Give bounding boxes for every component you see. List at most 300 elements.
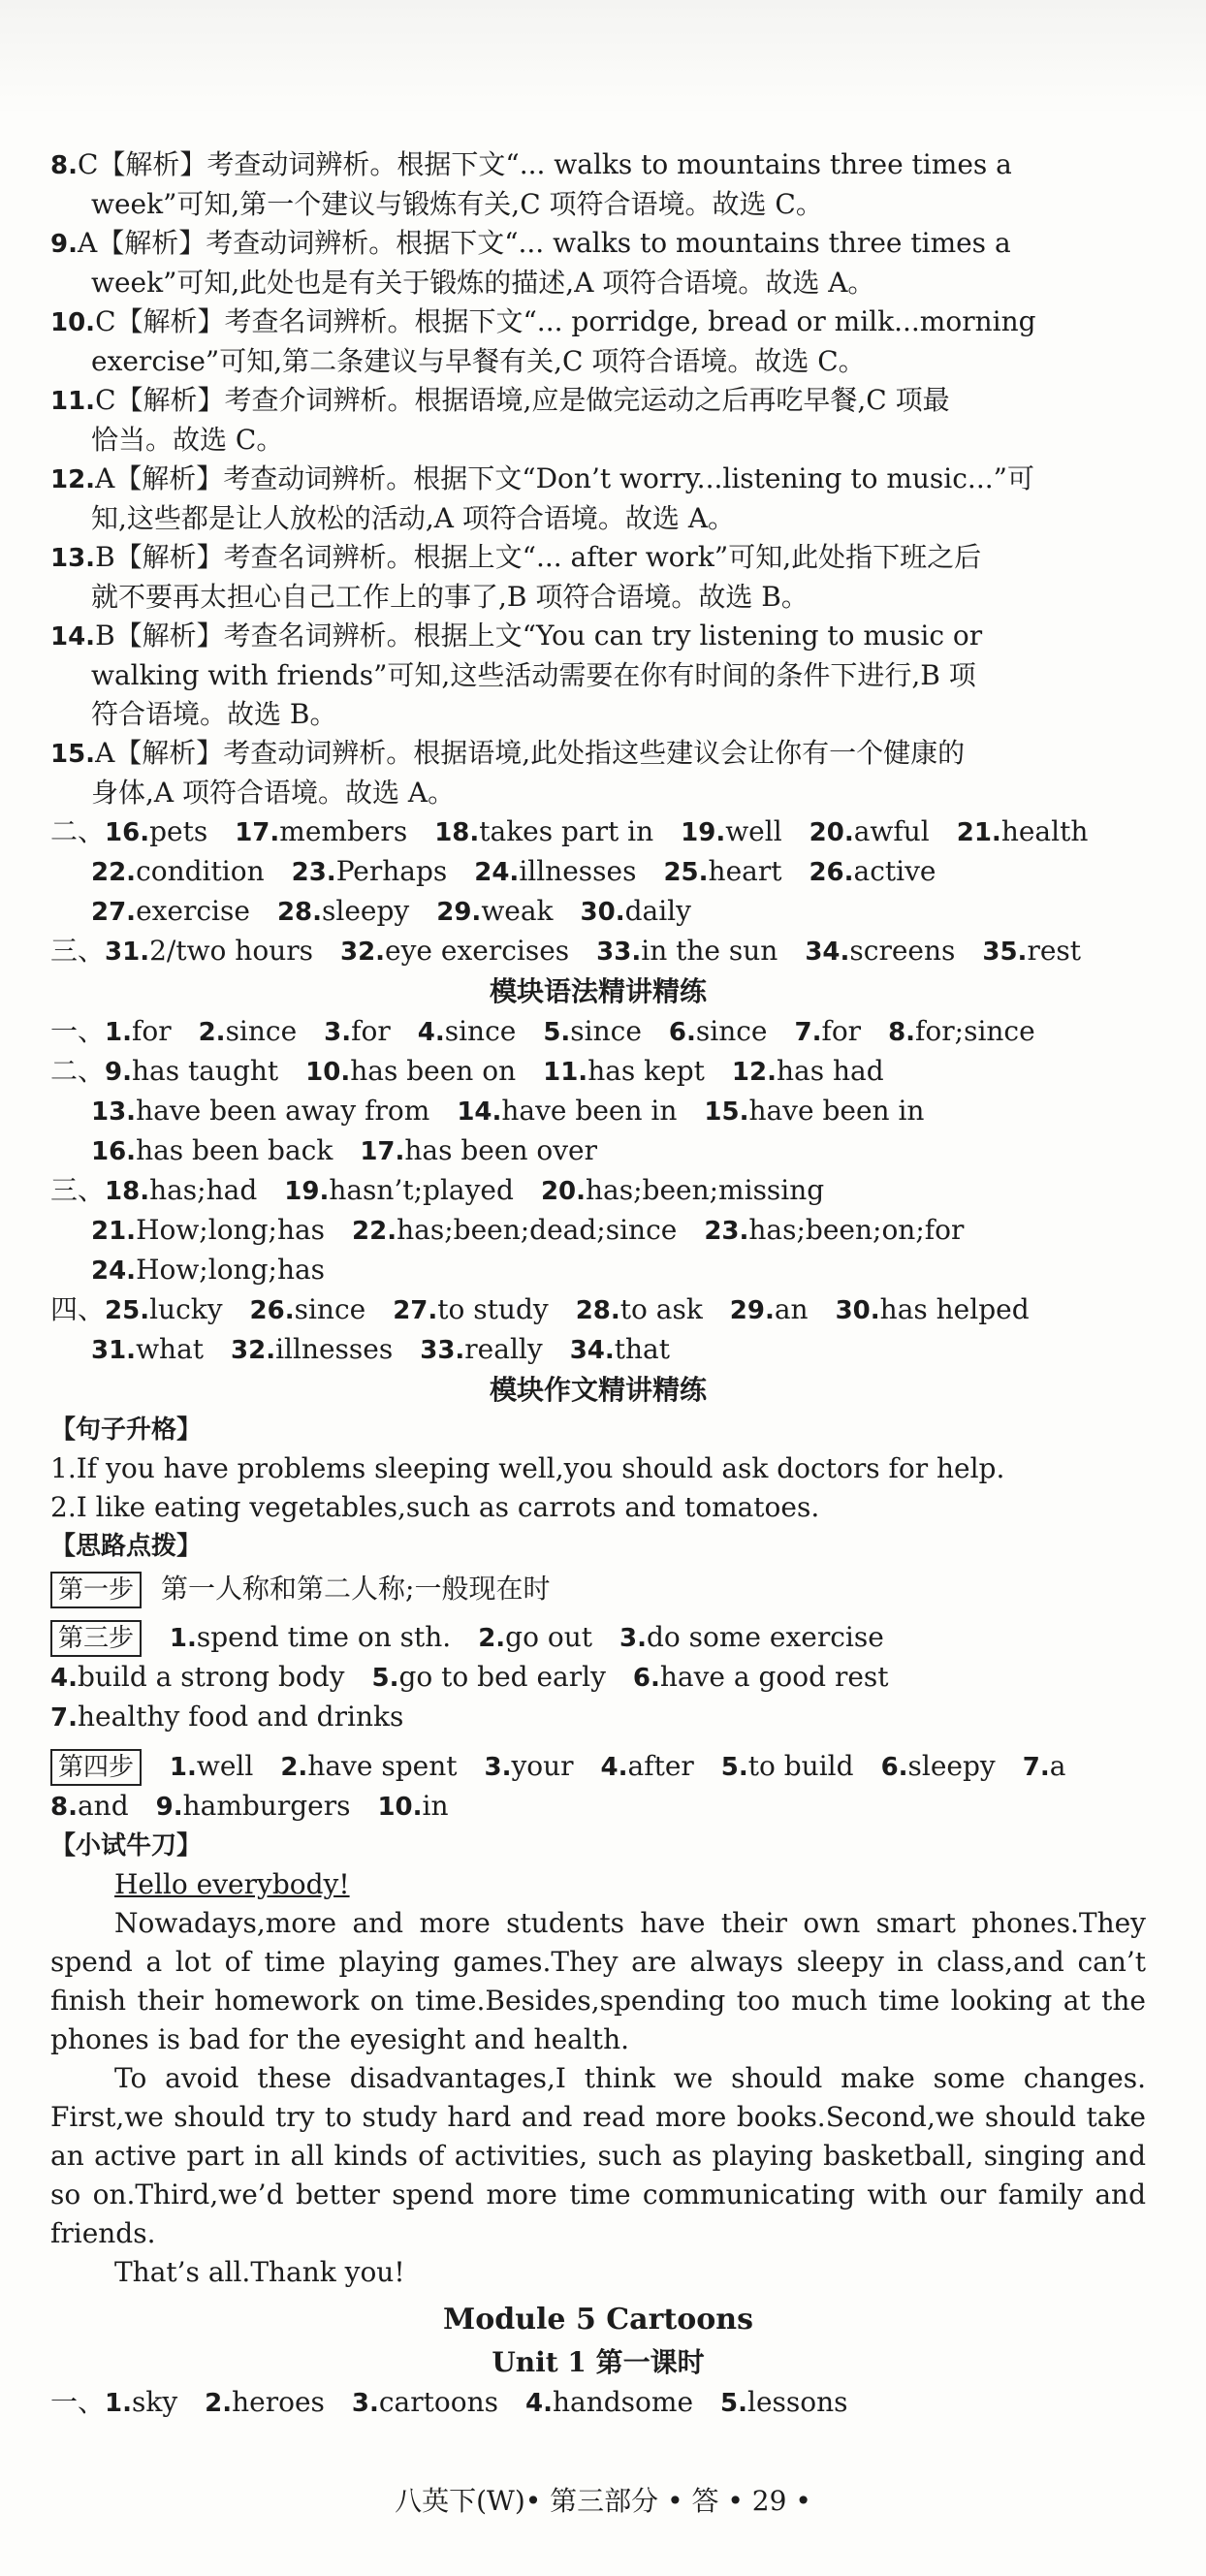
grammar-3-row xyxy=(50,1251,1146,1290)
item-number: 30. xyxy=(580,898,625,927)
unit-section-row xyxy=(50,2383,1146,2423)
step-3-row xyxy=(50,1618,1146,1658)
item-text: sleepy xyxy=(322,895,410,927)
item-text: go to bed early xyxy=(398,1661,606,1693)
answer-text: 身体,A 项符合语境。故选 A。 xyxy=(91,777,456,809)
answer-8-line xyxy=(50,145,1146,185)
answer-item xyxy=(541,1174,824,1206)
item-number: 14. xyxy=(457,1097,502,1127)
step-item xyxy=(50,1790,129,1822)
item-number: 33. xyxy=(596,938,642,967)
item-text: rest xyxy=(1027,935,1082,967)
item-number: 5. xyxy=(720,1753,748,1782)
answer-10-line xyxy=(50,342,1146,381)
item-text: has taught xyxy=(131,1055,279,1087)
item-text: has been back xyxy=(136,1134,333,1166)
grammar-1-row xyxy=(50,1012,1146,1052)
item-number: 2. xyxy=(198,1018,226,1047)
item-number: 3. xyxy=(484,1753,512,1782)
step-item xyxy=(372,1661,606,1693)
item-text: heroes xyxy=(232,2386,325,2418)
answer-item xyxy=(704,1095,924,1127)
answer-item xyxy=(360,1134,597,1166)
answer-item xyxy=(105,2386,177,2418)
item-number: 6. xyxy=(632,1664,660,1693)
item-number: 6. xyxy=(668,1018,696,1047)
answer-item xyxy=(543,1015,642,1047)
item-number: 29. xyxy=(436,898,482,927)
sentence-upgrade-heading: 【句子升格】 xyxy=(50,1415,203,1445)
item-text: has;been;missing xyxy=(586,1174,825,1206)
item-number: 23. xyxy=(704,1217,749,1246)
item-text: has kept xyxy=(587,1055,705,1087)
answer-item xyxy=(576,1293,703,1325)
answer-item xyxy=(570,1333,670,1365)
answer-14-line xyxy=(50,617,1146,656)
item-text: since xyxy=(444,1015,517,1047)
answer-14-line xyxy=(50,695,1146,734)
item-text: has;been;dead;since xyxy=(397,1214,678,1246)
item-number: 23. xyxy=(291,858,336,887)
step-3-box: 第三步 xyxy=(50,1620,142,1657)
section-label: 一、 xyxy=(50,1015,106,1047)
grammar-2-row xyxy=(50,1131,1146,1171)
item-number: 4. xyxy=(525,2389,553,2418)
step-1-box: 第一步 xyxy=(50,1572,142,1608)
item-number: 4. xyxy=(417,1018,445,1047)
question-number: 13. xyxy=(50,544,96,573)
item-text: in the sun xyxy=(641,935,778,967)
item-number: 2. xyxy=(205,2389,233,2418)
item-text: members xyxy=(279,815,408,847)
answer-item xyxy=(284,1174,514,1206)
item-number: 22. xyxy=(352,1217,397,1246)
trial-heading: 【小试牛刀】 xyxy=(50,1831,203,1860)
question-number: 12. xyxy=(50,465,96,494)
item-text: lucky xyxy=(149,1293,223,1325)
step-item xyxy=(633,1661,889,1693)
item-text: a xyxy=(1049,1750,1066,1782)
item-number: 18. xyxy=(105,1177,150,1206)
step-1-text: 第一人称和第二人称;一般现在时 xyxy=(161,1573,551,1605)
item-number: 20. xyxy=(809,818,854,847)
section-label: 一、 xyxy=(50,2386,106,2418)
question-number: 9. xyxy=(50,230,78,259)
sentence-upgrade-2: 2.I like eating vegetables,such as carrots and tomatoes. xyxy=(50,1491,820,1523)
grammar-answers xyxy=(50,1012,1146,1370)
answer-item xyxy=(105,815,207,847)
answer-text: walking with friends”可知,这些活动需要在你有时间的条件下进行,B 项 xyxy=(91,659,976,691)
item-text: healthy food and drinks xyxy=(77,1701,404,1733)
answer-9-line xyxy=(50,264,1146,302)
answer-item xyxy=(436,895,553,927)
answer-11-line xyxy=(50,421,1146,460)
item-number: 10. xyxy=(377,1793,423,1822)
section2-row xyxy=(50,892,1146,932)
item-text: condition xyxy=(136,855,265,887)
answer-text: week”可知,第一个建议与锻炼有关,C 项符合语境。故选 C。 xyxy=(91,188,823,220)
grammar-3-row xyxy=(50,1171,1146,1211)
item-number: 5. xyxy=(543,1018,571,1047)
item-text: How;long;has xyxy=(136,1214,326,1246)
item-number: 3. xyxy=(324,1018,352,1047)
answer-item xyxy=(681,815,782,847)
answer-text: exercise”可知,第二条建议与早餐有关,C 项符合语境。故选 C。 xyxy=(91,345,866,377)
item-number: 26. xyxy=(809,858,854,887)
analysis-answers xyxy=(50,145,1146,812)
section-label: 二、 xyxy=(50,1055,106,1087)
answer-item xyxy=(199,1015,298,1047)
item-text: since xyxy=(294,1293,366,1325)
answer-item xyxy=(352,2386,498,2418)
item-number: 18. xyxy=(434,818,480,847)
module-title: Module 5 Cartoons xyxy=(443,2303,753,2337)
item-number: 5. xyxy=(720,2389,747,2418)
item-text: and xyxy=(77,1790,129,1822)
item-number: 12. xyxy=(731,1058,777,1087)
answer-text: C【解析】考查动词辨析。根据下文“... walks to mountains three times a xyxy=(77,148,1012,180)
answer-item xyxy=(105,1293,223,1325)
step-item xyxy=(484,1750,573,1782)
item-number: 7. xyxy=(794,1018,822,1047)
grammar-title: 模块语法精讲精练 xyxy=(489,975,707,1007)
item-text: since xyxy=(570,1015,642,1047)
item-text: has been over xyxy=(404,1134,598,1166)
answer-12-line xyxy=(50,499,1146,538)
item-number: 20. xyxy=(540,1177,586,1206)
thinking-heading: 【思路点拨】 xyxy=(50,1532,203,1561)
item-text: eye exercises xyxy=(385,935,570,967)
answer-item xyxy=(809,815,930,847)
item-number: 17. xyxy=(360,1137,405,1166)
item-number: 34. xyxy=(805,938,850,967)
item-text: to study xyxy=(437,1293,549,1325)
item-text: what xyxy=(136,1333,205,1365)
answer-item xyxy=(418,1015,517,1047)
answer-item xyxy=(704,1214,964,1246)
item-text: daily xyxy=(624,895,691,927)
item-text: to build xyxy=(747,1750,854,1782)
item-number: 17. xyxy=(235,818,280,847)
step-3-row-2 xyxy=(50,1658,1146,1698)
item-number: 1. xyxy=(105,1018,132,1047)
step-item xyxy=(619,1621,884,1653)
item-text: for;since xyxy=(915,1015,1035,1047)
item-text: hasn’t;played xyxy=(329,1174,514,1206)
item-text: pets xyxy=(149,815,208,847)
trial-paragraph-2: To avoid these disadvantages,I think we should make some changes. First,we should try to study hard and read more books.Second,we should take an active part in all kinds of activities, such as playing basketball, singing and so on.Third,we’d better spend more time communicating with our family and friends. xyxy=(50,2062,1146,2249)
item-number: 7. xyxy=(1022,1753,1050,1782)
step-item xyxy=(170,1621,451,1653)
item-text: hamburgers xyxy=(182,1790,351,1822)
item-number: 16. xyxy=(91,1137,137,1166)
item-text: has;had xyxy=(149,1174,258,1206)
answer-12-line xyxy=(50,460,1146,499)
answer-item xyxy=(91,1134,333,1166)
grammar-4-row xyxy=(50,1290,1146,1330)
step-item xyxy=(156,1790,351,1822)
item-text: illnesses xyxy=(519,855,637,887)
vocab-section-2 xyxy=(50,812,1146,932)
item-text: heart xyxy=(708,855,782,887)
item-number: 35. xyxy=(982,938,1028,967)
item-number: 4. xyxy=(50,1664,78,1693)
item-number: 25. xyxy=(105,1296,150,1325)
item-text: sky xyxy=(131,2386,178,2418)
item-text: have been away from xyxy=(136,1095,430,1127)
item-text: have spent xyxy=(307,1750,458,1782)
item-text: that xyxy=(614,1333,670,1365)
answer-item xyxy=(543,1055,705,1087)
item-text: have been in xyxy=(748,1095,925,1127)
answer-item xyxy=(105,935,313,967)
item-text: health xyxy=(1000,815,1089,847)
item-text: build a strong body xyxy=(77,1661,345,1693)
answer-item xyxy=(393,1293,548,1325)
answer-item xyxy=(305,1055,516,1087)
unit-title: Unit 1 第一课时 xyxy=(492,2346,705,2378)
page-footer: 八英下(W)• 第三部分 • 答 • 29 • xyxy=(395,2485,811,2517)
item-text: lessons xyxy=(746,2386,848,2418)
item-text: to ask xyxy=(619,1293,703,1325)
step-item xyxy=(170,1750,253,1782)
item-text: an xyxy=(774,1293,809,1325)
item-number: 11. xyxy=(543,1058,588,1087)
step-4-row-2 xyxy=(50,1787,1146,1827)
answer-item xyxy=(277,895,409,927)
item-number: 15. xyxy=(704,1097,749,1127)
answer-item xyxy=(720,2386,848,2418)
answer-text: 就不要再太担心自己工作上的事了,B 项符合语境。故选 B。 xyxy=(91,581,809,613)
item-text: Perhaps xyxy=(335,855,448,887)
answer-item xyxy=(809,855,936,887)
item-text: screens xyxy=(849,935,956,967)
section2-row xyxy=(50,852,1146,892)
answer-item xyxy=(420,1333,542,1365)
item-number: 31. xyxy=(91,1336,137,1365)
answer-text: 恰当。故选 C。 xyxy=(91,424,284,456)
item-text: has been on xyxy=(350,1055,517,1087)
item-text: do some exercise xyxy=(646,1621,884,1653)
item-number: 24. xyxy=(474,858,520,887)
section3-row xyxy=(50,932,1146,971)
item-number: 1. xyxy=(105,2389,132,2418)
item-number: 13. xyxy=(91,1097,137,1127)
unit-section-1 xyxy=(50,2383,1146,2423)
grammar-2-row xyxy=(50,1052,1146,1092)
item-number: 33. xyxy=(420,1336,465,1365)
question-number: 11. xyxy=(50,387,96,416)
grammar-3-row xyxy=(50,1211,1146,1251)
step-item xyxy=(1023,1750,1066,1782)
item-number: 7. xyxy=(50,1703,78,1733)
item-number: 25. xyxy=(663,858,709,887)
trial-paragraph-1: Nowadays,more and more students have their own smart phones.They spend a lot of time playing games.They are always sleepy in class,and can’t finish their homework on time.Besides,spending too much time looking at the phones is bad for the eyesight and health. xyxy=(50,1907,1146,2055)
item-text: handsome xyxy=(552,2386,694,2418)
answer-item xyxy=(91,855,265,887)
question-number: 14. xyxy=(50,622,96,652)
answer-item xyxy=(105,1015,172,1047)
answer-item xyxy=(794,1015,861,1047)
item-text: since xyxy=(225,1015,298,1047)
step-item xyxy=(721,1750,854,1782)
answer-9-line xyxy=(50,224,1146,264)
item-text: active xyxy=(853,855,936,887)
answer-item xyxy=(91,1214,325,1246)
item-number: 3. xyxy=(619,1624,647,1653)
answer-text: A【解析】考查动词辨析。根据下文“... walks to mountains three times a xyxy=(77,227,1011,259)
item-number: 4. xyxy=(600,1753,628,1782)
question-number: 8. xyxy=(50,151,78,180)
answer-item xyxy=(888,1015,1035,1047)
item-number: 28. xyxy=(575,1296,620,1325)
item-text: sleepy xyxy=(907,1750,996,1782)
item-text: your xyxy=(511,1750,574,1782)
trial-greeting xyxy=(50,1865,1146,1904)
item-text: in xyxy=(422,1790,449,1822)
answer-item xyxy=(663,855,781,887)
item-text: 2/two hours xyxy=(149,935,313,967)
answer-item xyxy=(730,1293,809,1325)
answer-item xyxy=(957,815,1089,847)
answer-item xyxy=(340,935,569,967)
answer-item xyxy=(235,815,407,847)
answer-item xyxy=(231,1333,393,1365)
section-label: 三、 xyxy=(50,1174,106,1206)
sentence-upgrade-1: 1.If you have problems sleeping well,you should ask doctors for help. xyxy=(50,1452,1005,1484)
item-number: 27. xyxy=(91,898,137,927)
answer-item xyxy=(250,1293,366,1325)
item-text: How;long;has xyxy=(136,1254,326,1286)
answer-item xyxy=(434,815,653,847)
step-3-row-3 xyxy=(50,1698,1146,1737)
question-number: 15. xyxy=(50,740,96,769)
item-number: 10. xyxy=(305,1058,351,1087)
item-number: 21. xyxy=(956,818,1001,847)
answer-item xyxy=(581,895,691,927)
item-number: 9. xyxy=(155,1793,183,1822)
answer-13-line xyxy=(50,578,1146,617)
item-text: spend time on sth. xyxy=(196,1621,452,1653)
answer-item xyxy=(91,895,250,927)
answer-text: A【解析】考查动词辨析。根据下文“Don’t worry...listening to music...”可 xyxy=(95,462,1034,494)
answer-text: A【解析】考查动词辨析。根据语境,此处指这些建议会让你有一个健康的 xyxy=(95,737,966,769)
item-number: 24. xyxy=(91,1256,137,1286)
answer-content xyxy=(50,145,1146,2423)
item-text: weak xyxy=(481,895,554,927)
item-number: 2. xyxy=(478,1624,506,1653)
step-item xyxy=(50,1661,345,1693)
item-number: 30. xyxy=(835,1296,880,1325)
item-number: 28. xyxy=(276,898,323,927)
item-text: for xyxy=(131,1015,172,1047)
answer-item xyxy=(982,935,1081,967)
item-number: 16. xyxy=(105,818,150,847)
item-text: well xyxy=(725,815,782,847)
item-text: since xyxy=(695,1015,768,1047)
item-number: 1. xyxy=(169,1624,197,1653)
step-item xyxy=(50,1701,403,1733)
item-number: 29. xyxy=(729,1296,775,1325)
answer-item xyxy=(324,1015,391,1047)
item-text: for xyxy=(821,1015,862,1047)
grammar-4-row xyxy=(50,1330,1146,1370)
item-number: 27. xyxy=(393,1296,438,1325)
item-text: really xyxy=(464,1333,543,1365)
section-label: 二、 xyxy=(50,815,106,847)
answer-text: B【解析】考查名词辨析。根据上文“... after work”可知,此处指下班之后 xyxy=(95,541,982,573)
item-text: has;been;on;for xyxy=(748,1214,965,1246)
answer-item xyxy=(525,2386,693,2418)
item-text: awful xyxy=(853,815,930,847)
section-label: 四、 xyxy=(50,1293,106,1325)
answer-text: 知,这些都是让人放松的活动,A 项符合语境。故选 A。 xyxy=(91,502,736,534)
answer-14-line xyxy=(50,656,1146,695)
answer-15-line xyxy=(50,734,1146,774)
answer-item xyxy=(457,1095,677,1127)
item-number: 26. xyxy=(249,1296,295,1325)
item-text: has helped xyxy=(879,1293,1030,1325)
answer-item xyxy=(292,855,448,887)
answer-item xyxy=(474,855,636,887)
item-number: 8. xyxy=(50,1793,78,1822)
answer-text: week”可知,此处也是有关于锻炼的描述,A 项符合语境。故选 A。 xyxy=(91,267,875,299)
step-item xyxy=(377,1790,448,1822)
question-number: 10. xyxy=(50,308,96,337)
page-top-shadow xyxy=(0,0,1206,116)
item-text: well xyxy=(196,1750,254,1782)
item-number: 32. xyxy=(339,938,386,967)
item-text: after xyxy=(627,1750,694,1782)
answer-item xyxy=(91,1333,204,1365)
answer-item xyxy=(105,1174,257,1206)
item-number: 32. xyxy=(231,1336,276,1365)
step-item xyxy=(601,1750,694,1782)
answer-item xyxy=(205,2386,325,2418)
answer-text: 符合语境。故选 B。 xyxy=(91,698,337,730)
answer-item xyxy=(352,1214,677,1246)
section-label: 三、 xyxy=(50,935,106,967)
answer-item xyxy=(91,1095,429,1127)
item-text: exercise xyxy=(136,895,250,927)
item-text: takes part in xyxy=(479,815,654,847)
step-item xyxy=(478,1621,592,1653)
section2-row xyxy=(50,812,1146,852)
grammar-2-row xyxy=(50,1092,1146,1131)
item-number: 5. xyxy=(371,1664,399,1693)
answer-item xyxy=(105,1055,278,1087)
item-number: 9. xyxy=(105,1058,132,1087)
answer-8-line xyxy=(50,185,1146,224)
item-text: have been in xyxy=(501,1095,678,1127)
item-number: 19. xyxy=(681,818,726,847)
answer-item xyxy=(596,935,778,967)
item-text: cartoons xyxy=(378,2386,499,2418)
item-number: 2. xyxy=(280,1753,308,1782)
trial-paragraph-3: That’s all.Thank you! xyxy=(114,2256,405,2288)
item-number: 21. xyxy=(91,1217,137,1246)
item-number: 3. xyxy=(351,2389,379,2418)
step-4-row xyxy=(50,1747,1146,1787)
answer-13-line xyxy=(50,538,1146,578)
answer-text: C【解析】考查名词辨析。根据下文“... porridge, bread or milk...morning xyxy=(95,305,1036,337)
writing-title: 模块作文精讲精练 xyxy=(489,1374,707,1406)
item-text: for xyxy=(351,1015,391,1047)
item-number: 1. xyxy=(169,1753,197,1782)
item-text: go out xyxy=(505,1621,592,1653)
item-number: 8. xyxy=(888,1018,916,1047)
answer-item xyxy=(732,1055,884,1087)
